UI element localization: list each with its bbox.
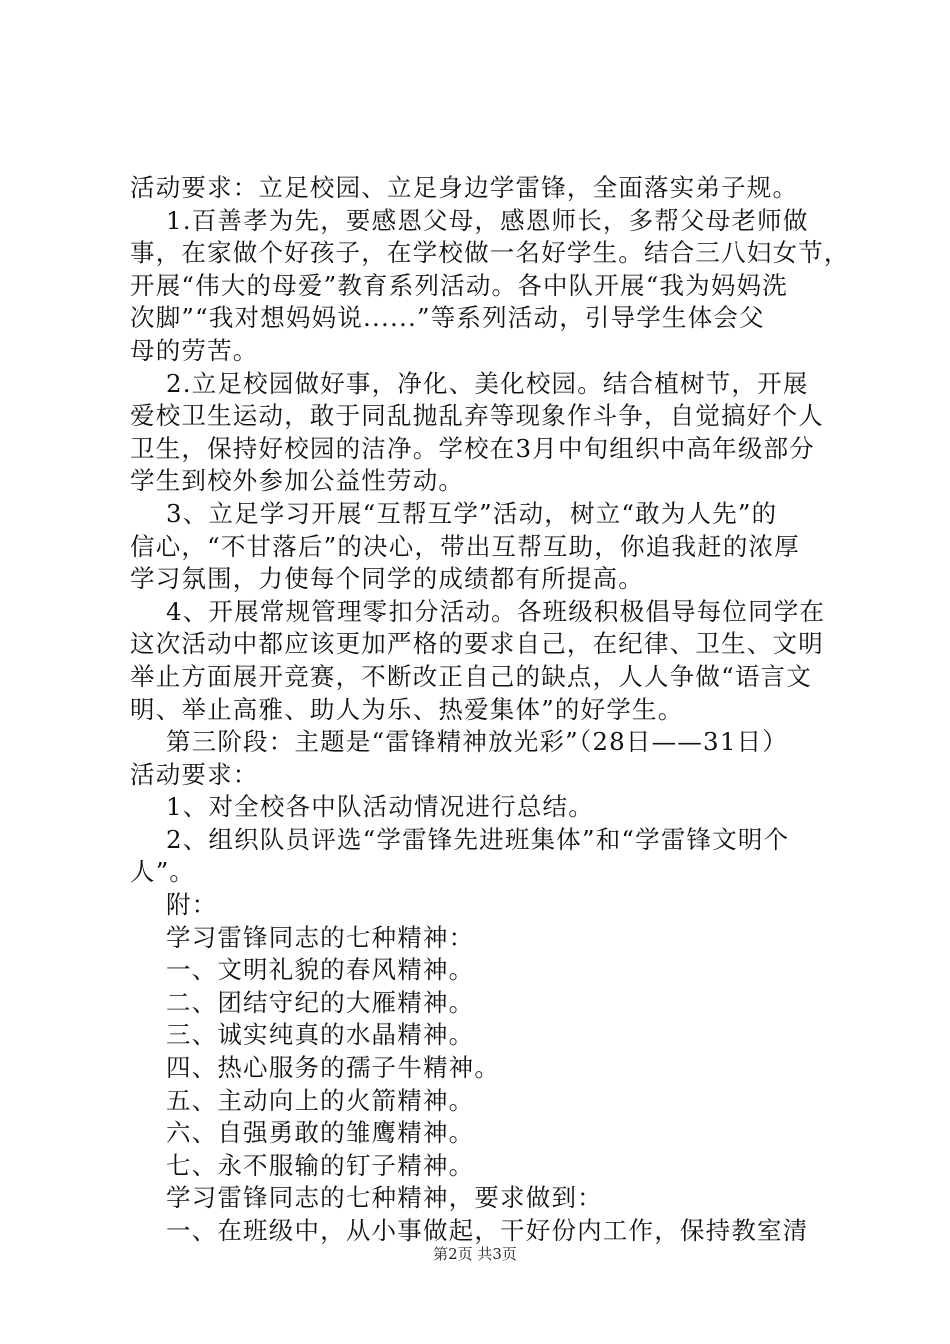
- text-line: 人”。: [130, 857, 196, 887]
- text-line: 学习雷锋同志的七种精神，要求做到：: [130, 1183, 603, 1213]
- text-line: 七、永不服输的钉子精神。: [130, 1150, 475, 1180]
- text-line: 一、文明礼貌的春风精神。: [130, 955, 475, 985]
- text-line: 五、主动向上的火箭精神。: [130, 1085, 475, 1115]
- text-line: 二、团结守纪的大雁精神。: [130, 987, 475, 1017]
- text-line: 开展“伟大的母爱”教育系列活动。各中队开展“我为妈妈洗: [130, 270, 788, 300]
- text-line: 4、开展常规管理零扣分活动。各班级积极倡导每位同学在: [130, 596, 826, 626]
- text-line: 2、组织队员评选“学雷锋先进班集体”和“学雷锋文明个: [130, 824, 790, 854]
- text-line: 这次活动中都应该更加严格的要求自己，在纪律、卫生、文明: [130, 629, 824, 659]
- text-line: 2.立足校园做好事，净化、美化校园。结合植树节，开展: [130, 368, 809, 398]
- text-line: 举止方面展开竞赛，不断改正自己的缺点，人人争做“语言文: [130, 661, 812, 691]
- text-line: 附：: [130, 890, 218, 920]
- text-line: 信心，“不甘落后”的决心，带出互帮互助，你追我赶的浓厚: [130, 531, 800, 561]
- text-line: 活动要求：: [130, 759, 259, 789]
- text-line: 学习氛围，力使每个同学的成绩都有所提高。: [130, 564, 644, 594]
- text-line: 一、在班级中，从小事做起，干好份内工作，保持教室清: [130, 1216, 809, 1245]
- text-line: 学生到校外参加公益性劳动。: [130, 466, 465, 496]
- text-line: 1、对全校各中队活动情况进行总结。: [130, 792, 594, 822]
- text-line: 活动要求：立足校园、立足身边学雷锋，全面落实弟子规。: [130, 173, 799, 202]
- text-line: 明、举止高雅、助人为乐、热爱集体”的好学生。: [130, 694, 684, 724]
- text-line: 事，在家做个好孩子，在学校做一名好学生。结合三八妇女节，: [130, 238, 850, 268]
- text-line: 1.百善孝为先，要感恩父母，感恩师长，多帮父母老师做: [130, 205, 809, 235]
- text-line: 母的劳苦。: [130, 335, 259, 365]
- text-line: 六、自强勇敢的雏鹰精神。: [130, 1118, 475, 1148]
- page-footer: 第2页 共3页: [433, 1245, 517, 1263]
- text-line: 学习雷锋同志的七种精神：: [130, 922, 475, 952]
- text-line: 卫生，保持好校园的洁净。学校在3月中旬组织中高年级部分: [130, 433, 815, 463]
- document-body: [130, 172, 850, 1248]
- text-line: 四、热心服务的孺子牛精神。: [130, 1053, 501, 1083]
- text-line: 爱校卫生运动，敢于同乱抛乱弃等现象作斗争，自觉搞好个人: [130, 401, 824, 431]
- text-line: 3、立足学习开展“互帮互学”活动，树立“敢为人先”的: [130, 498, 778, 528]
- text-line: 三、诚实纯真的水晶精神。: [130, 1020, 475, 1050]
- text-line: 第三阶段：主题是“雷锋精神放光彩”（28日——31日）: [130, 727, 789, 757]
- text-line: 次脚”“我对想妈妈说......”等系列活动，引导学生体会父: [130, 303, 765, 333]
